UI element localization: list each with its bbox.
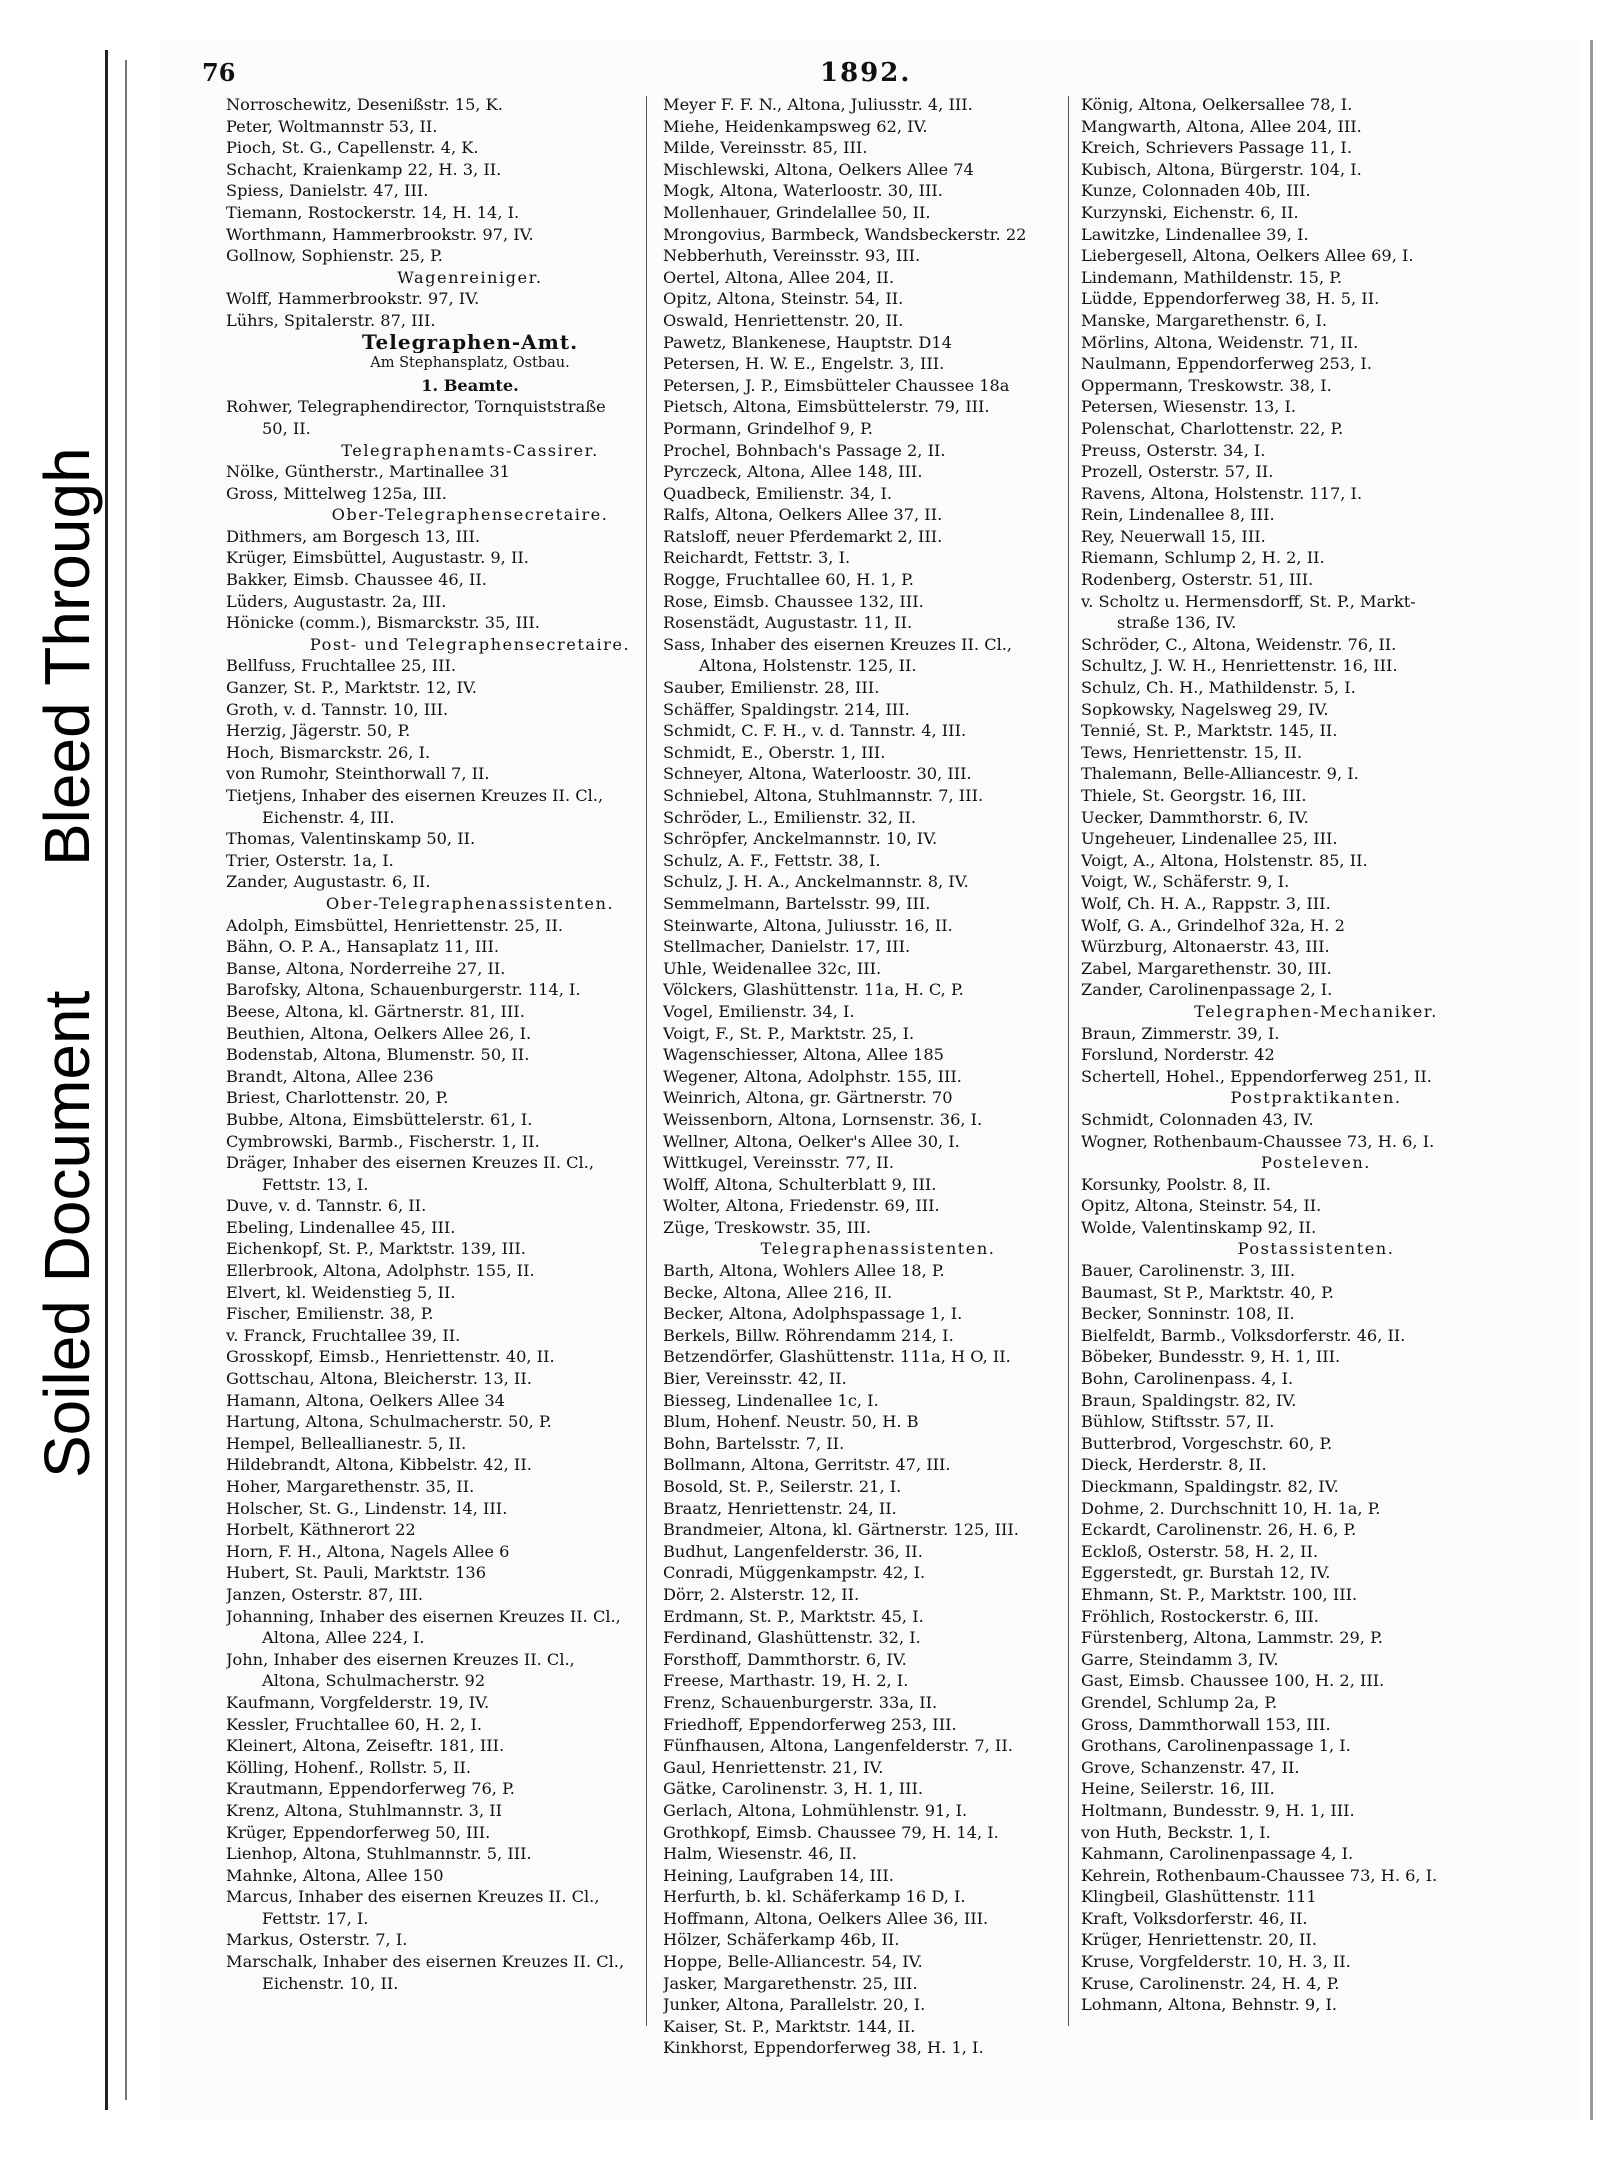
directory-entry: Adolph, Eimsbüttel, Henriettenstr. 25, II. xyxy=(226,915,564,935)
directory-entry: Friedhoff, Eppendorferweg 253, III. xyxy=(663,1714,957,1734)
directory-column-2 xyxy=(663,94,1093,2059)
directory-entry: Banse, Altona, Norderreihe 27, II. xyxy=(226,958,506,978)
directory-entry: Quadbeck, Emilienstr. 34, I. xyxy=(663,483,893,503)
directory-entry: Zander, Carolinenpassage 2, I. xyxy=(1081,980,1333,1000)
directory-entry: Mahnke, Altona, Allee 150 xyxy=(226,1865,444,1885)
directory-entry: Bähn, O. P. A., Hansaplatz 11, III. xyxy=(226,937,500,957)
directory-entry: König, Altona, Oelkersallee 78, I. xyxy=(1081,95,1353,114)
directory-entry: Thomas, Valentinskamp 50, II. xyxy=(226,829,476,849)
directory-entry: Kurzynski, Eichenstr. 6, II. xyxy=(1081,202,1299,222)
directory-entry: Wolter, Altona, Friedenstr. 69, III. xyxy=(663,1196,940,1216)
directory-entry: Garre, Steindamm 3, IV. xyxy=(1081,1649,1279,1669)
directory-entry: Dörr, 2. Alsterstr. 12, II. xyxy=(663,1584,860,1604)
directory-entry: Sopkowsky, Nagelsweg 29, IV. xyxy=(1081,699,1329,719)
page-number: 76 xyxy=(202,58,236,87)
directory-entry: Wolff, Hammerbrookstr. 97, IV. xyxy=(226,289,480,309)
directory-entry: Steinwarte, Altona, Juliusstr. 16, II. xyxy=(663,915,953,935)
directory-entry: Voigt, F., St. P., Marktstr. 25, I. xyxy=(663,1023,915,1043)
binding-edge-inner xyxy=(125,60,127,2100)
directory-entry: Pioch, St. G., Capellenstr. 4, K. xyxy=(226,138,479,158)
directory-entry: Rose, Eimsb. Chaussee 132, III. xyxy=(663,591,924,611)
document-page xyxy=(160,40,1580,2120)
directory-entry: Kraft, Volksdorferstr. 46, II. xyxy=(1081,1908,1308,1928)
directory-entry: Tews, Henriettenstr. 15, II. xyxy=(1081,742,1303,762)
directory-entry: Rohwer, Telegraphendirector, Tornquiststraße xyxy=(226,397,606,417)
directory-entry: Kleinert, Altona, Zeiseftr. 181, III. xyxy=(226,1736,505,1756)
directory-entry: Liebergesell, Altona, Oelkers Allee 69, I. xyxy=(1081,246,1414,266)
directory-entry: Becker, Sonninstr. 108, II. xyxy=(1081,1304,1295,1324)
directory-entry: Gast, Eimsb. Chaussee 100, H. 2, III. xyxy=(1081,1671,1385,1691)
directory-entry: Opitz, Altona, Steinstr. 54, II. xyxy=(663,289,904,309)
directory-entry: Rogge, Fruchtallee 60, H. 1, P. xyxy=(663,570,914,590)
directory-entry: Braatz, Henriettenstr. 24, II. xyxy=(663,1498,897,1518)
directory-entry: Dieck, Herderstr. 8, II. xyxy=(1081,1455,1267,1475)
directory-entry: Johanning, Inhaber des eisernen Kreuzes II. Cl., xyxy=(226,1606,621,1626)
directory-entry: Krautmann, Eppendorferweg 76, P. xyxy=(226,1779,515,1799)
directory-entry: Beese, Altona, kl. Gärtnerstr. 81, III. xyxy=(226,1001,525,1021)
directory-entry: Schacht, Kraienkamp 22, H. 3, II. xyxy=(226,159,502,179)
directory-entry: Gross, Mittelweg 125a, III. xyxy=(226,483,447,503)
directory-entry: Bauer, Carolinenstr. 3, III. xyxy=(1081,1261,1296,1281)
directory-entry: Lohmann, Altona, Behnstr. 9, I. xyxy=(1081,1995,1338,2015)
directory-entry: Kunze, Colonnaden 40b, III. xyxy=(1081,181,1311,201)
directory-entry: straße 136, IV. xyxy=(1117,613,1237,633)
directory-entry: Mörlins, Altona, Weidenstr. 71, II. xyxy=(1081,332,1359,352)
directory-entry: Altona, Allee 224, I. xyxy=(262,1628,425,1648)
directory-entry: Schneyer, Altona, Waterloostr. 30, III. xyxy=(663,764,972,784)
directory-entry: Fröhlich, Rostockerstr. 6, III. xyxy=(1081,1606,1319,1626)
section-heading: Ober-Telegraphensecretaire. xyxy=(331,505,609,525)
directory-entry: Bühlow, Stiftsstr. 57, II. xyxy=(1081,1412,1275,1432)
directory-entry: Reichardt, Fettstr. 3, I. xyxy=(663,548,851,568)
directory-entry: Wellner, Altona, Oelker's Allee 30, I. xyxy=(663,1131,960,1151)
directory-entry: Brandmeier, Altona, kl. Gärtnerstr. 125, III. xyxy=(663,1520,1019,1540)
directory-entry: Trier, Osterstr. 1a, I. xyxy=(226,850,394,870)
page-year: 1892. xyxy=(820,58,912,88)
directory-entry: Mogk, Altona, Waterloostr. 30, III. xyxy=(663,181,943,201)
directory-entry: Worthmann, Hammerbrookstr. 97, IV. xyxy=(226,224,534,244)
directory-entry: Gaul, Henriettenstr. 21, IV. xyxy=(663,1757,884,1777)
directory-entry: Markus, Osterstr. 7, I. xyxy=(226,1930,408,1950)
directory-entry: Sauber, Emilienstr. 28, III. xyxy=(663,678,880,698)
directory-entry: Becker, Altona, Adolphspassage 1, I. xyxy=(663,1304,963,1324)
directory-entry: Kruse, Vorgfelderstr. 10, H. 3, II. xyxy=(1081,1952,1351,1972)
directory-entry: Krüger, Eimsbüttel, Augustastr. 9, II. xyxy=(226,548,529,568)
directory-entry: Butterbrod, Vorgeschstr. 60, P. xyxy=(1081,1433,1333,1453)
directory-entry: Voigt, W., Schäferstr. 9, I. xyxy=(1081,872,1290,892)
directory-entry: Korsunky, Poolstr. 8, II. xyxy=(1081,1174,1271,1194)
directory-entry: Petersen, Wiesenstr. 13, I. xyxy=(1081,397,1297,417)
directory-entry: Kaiser, St. P., Marktstr. 144, II. xyxy=(663,2016,916,2036)
directory-entry: Hoher, Margarethenstr. 35, II. xyxy=(226,1477,475,1496)
directory-entry: Schröpfer, Anckelmannstr. 10, IV. xyxy=(663,829,938,849)
directory-entry: Schmidt, Colonnaden 43, IV. xyxy=(1081,1109,1314,1129)
directory-entry: Bielfeldt, Barmb., Volksdorferstr. 46, II. xyxy=(1081,1325,1406,1345)
directory-entry: Rodenberg, Osterstr. 51, III. xyxy=(1081,570,1314,590)
directory-entry: Schniebel, Altona, Stuhlmannstr. 7, III. xyxy=(663,786,984,805)
directory-entry: Prozell, Osterstr. 57, II. xyxy=(1081,462,1274,482)
section-heading: Post- und Telegraphensecretaire. xyxy=(309,634,631,654)
directory-entry: Thalemann, Belle-Alliancestr. 9, I. xyxy=(1081,764,1359,784)
directory-entry: Stellmacher, Danielstr. 17, III. xyxy=(663,937,911,957)
directory-entry: Vogel, Emilienstr. 34, I. xyxy=(663,1001,855,1021)
directory-entry: Rosenstädt, Augustastr. 11, II. xyxy=(663,613,913,633)
directory-entry: Kreich, Schrievers Passage 11, I. xyxy=(1081,138,1352,158)
directory-entry: Schröder, C., Altona, Weidenstr. 76, II. xyxy=(1081,634,1397,654)
directory-entry: Lienhop, Altona, Stuhlmannstr. 5, III. xyxy=(226,1844,532,1864)
directory-entry: Lawitzke, Lindenallee 39, I. xyxy=(1081,224,1309,244)
directory-entry: Bollmann, Altona, Gerritstr. 47, III. xyxy=(663,1455,951,1475)
directory-entry: Blum, Hohenf. Neustr. 50, H. B xyxy=(663,1412,919,1432)
directory-entry: Kruse, Carolinenstr. 24, H. 4, P. xyxy=(1081,1973,1340,1993)
directory-entry: Fürstenberg, Altona, Lammstr. 29, P. xyxy=(1081,1628,1383,1648)
directory-entry: Tietjens, Inhaber des eisernen Kreuzes II. Cl., xyxy=(226,786,604,805)
directory-entry: Baumast, St P., Marktstr. 40, P. xyxy=(1081,1282,1334,1302)
directory-entry: Kölling, Hohenf., Rollstr. 5, II. xyxy=(226,1757,472,1777)
directory-entry: von Rumohr, Steinthorwall 7, II. xyxy=(226,764,490,784)
directory-entry: Lindemann, Mathildenstr. 15, P. xyxy=(1081,267,1343,287)
directory-entry: Wagenschiesser, Altona, Allee 185 xyxy=(663,1045,944,1065)
directory-entry: Wogner, Rothenbaum-Chaussee 73, H. 6, I. xyxy=(1081,1131,1435,1151)
bleed-through-label: Bleed Through xyxy=(31,447,103,866)
binding-edge xyxy=(105,50,108,2110)
directory-entry: Petersen, H. W. E., Engelstr. 3, III. xyxy=(663,354,945,374)
directory-entry: Bellfuss, Fruchtallee 25, III. xyxy=(226,656,457,676)
directory-entry: Becke, Altona, Allee 216, II. xyxy=(663,1282,893,1302)
directory-entry: Schröder, L., Emilienstr. 32, II. xyxy=(663,807,917,827)
directory-entry: Mischlewski, Altona, Oelkers Allee 74 xyxy=(663,159,974,179)
directory-entry: Oswald, Henriettenstr. 20, II. xyxy=(663,310,904,330)
soiled-document-label: Soiled Document xyxy=(31,990,103,1478)
directory-entry: Wolde, Valentinskamp 92, II. xyxy=(1081,1217,1317,1237)
directory-entry: Janzen, Osterstr. 87, III. xyxy=(226,1584,424,1604)
directory-entry: Eichenstr. 4, III. xyxy=(262,807,395,827)
directory-entry: Wittkugel, Vereinsstr. 77, II. xyxy=(663,1153,895,1173)
directory-entry: Petersen, J. P., Eimsbütteler Chaussee 18a xyxy=(663,375,1010,395)
directory-entry: Spiess, Danielstr. 47, III. xyxy=(226,181,429,201)
directory-entry: Kinkhorst, Eppendorferweg 38, H. 1, I. xyxy=(663,2038,984,2058)
section-heading: Telegraphenassistenten. xyxy=(760,1239,996,1259)
directory-entry: Elvert, kl. Weidenstieg 5, II. xyxy=(226,1282,456,1302)
directory-entry: Lührs, Spitalerstr. 87, III. xyxy=(226,310,436,330)
directory-entry: Bakker, Eimsb. Chaussee 46, II. xyxy=(226,570,487,590)
directory-entry: Bohn, Carolinenpass. 4, I. xyxy=(1081,1369,1294,1389)
directory-entry: Sass, Inhaber des eisernen Kreuzes II. Cl., xyxy=(663,634,1013,654)
directory-entry: Riemann, Schlump 2, H. 2, II. xyxy=(1081,548,1325,568)
section-heading: Telegraphenamts-Cassirer. xyxy=(341,440,599,460)
directory-entry: Eichenstr. 10, II. xyxy=(262,1973,399,1993)
directory-entry: Naulmann, Eppendorferweg 253, I. xyxy=(1081,354,1372,374)
directory-entry: Horn, F. H., Altona, Nagels Allee 6 xyxy=(226,1541,510,1561)
directory-entry: Altona, Holstenstr. 125, II. xyxy=(699,656,917,676)
directory-entry: Nebberhuth, Vereinsstr. 93, III. xyxy=(663,246,921,266)
directory-entry: Dieckmann, Spaldingstr. 82, IV. xyxy=(1081,1477,1339,1496)
directory-entry: Kahmann, Carolinenpassage 4, I. xyxy=(1081,1844,1354,1864)
directory-entry: Opitz, Altona, Steinstr. 54, II. xyxy=(1081,1196,1322,1216)
directory-entry: Grothans, Carolinenpassage 1, I. xyxy=(1081,1736,1351,1756)
directory-entry: Tennié, St. P., Marktstr. 145, II. xyxy=(1081,721,1338,741)
directory-entry: Schmidt, C. F. H., v. d. Tannstr. 4, III. xyxy=(663,721,967,741)
section-heading: 1. Beamte. xyxy=(421,375,519,395)
directory-entry: Weinrich, Altona, gr. Gärtnerstr. 70 xyxy=(663,1088,953,1108)
directory-entry: Pormann, Grindelhof 9, P. xyxy=(663,418,873,438)
directory-entry: Freese, Marthastr. 19, H. 2, I. xyxy=(663,1671,909,1691)
directory-entry: John, Inhaber des eisernen Kreuzes II. Cl., xyxy=(226,1649,575,1669)
directory-entry: Fünfhausen, Altona, Langenfelderstr. 7, II. xyxy=(663,1736,1013,1756)
directory-entry: Ravens, Altona, Holstenstr. 117, I. xyxy=(1081,483,1363,503)
directory-entry: Hoffmann, Altona, Oelkers Allee 36, III. xyxy=(663,1908,989,1928)
directory-entry: Duve, v. d. Tannstr. 6, II. xyxy=(226,1196,427,1216)
directory-column-1 xyxy=(226,94,714,1994)
directory-entry: Bodenstab, Altona, Blumenstr. 50, II. xyxy=(226,1045,530,1065)
directory-entry: Heining, Laufgraben 14, III. xyxy=(663,1865,894,1885)
directory-entry: Lüders, Augustastr. 2a, III. xyxy=(226,591,447,611)
directory-entry: Oertel, Altona, Allee 204, II. xyxy=(663,267,895,287)
directory-entry: Krenz, Altona, Stuhlmannstr. 3, II xyxy=(226,1800,503,1820)
directory-entry: Schulz, J. H. A., Anckelmannstr. 8, IV. xyxy=(663,872,969,892)
directory-entry: Hartung, Altona, Schulmacherstr. 50, P. xyxy=(226,1412,552,1432)
directory-entry: Wolf, G. A., Grindelhof 32a, H. 2 xyxy=(1081,915,1345,935)
directory-entry: Brandt, Altona, Allee 236 xyxy=(226,1066,434,1086)
directory-entry: Eckardt, Carolinenstr. 26, H. 6, P. xyxy=(1081,1520,1357,1540)
directory-entry: Meyer F. F. N., Altona, Juliusstr. 4, III. xyxy=(663,95,973,114)
directory-entry: Barofsky, Altona, Schauenburgerstr. 114, I. xyxy=(226,980,581,1000)
directory-entry: Grove, Schanzenstr. 47, II. xyxy=(1081,1757,1300,1777)
directory-entry: Halm, Wiesenstr. 46, II. xyxy=(663,1844,857,1864)
directory-entry: Eggerstedt, gr. Burstah 12, IV. xyxy=(1081,1563,1331,1583)
directory-entry: Nölke, Güntherstr., Martinallee 31 xyxy=(226,462,510,482)
directory-entry: Hoch, Bismarckstr. 26, I. xyxy=(226,742,431,762)
directory-entry: Peter, Woltmannstr 53, II. xyxy=(226,116,438,136)
directory-entry: Völckers, Glashüttenstr. 11a, H. C, P. xyxy=(663,980,964,1000)
directory-entry: Ellerbrook, Altona, Adolphstr. 155, II. xyxy=(226,1261,535,1281)
page-edge xyxy=(1590,40,1593,2120)
directory-entry: Gross, Dammthorwall 153, III. xyxy=(1081,1714,1331,1734)
directory-entry: Thiele, St. Georgstr. 16, III. xyxy=(1081,786,1307,805)
directory-entry: v. Scholtz u. Hermensdorff, St. P., Markt- xyxy=(1081,591,1416,611)
directory-entry: Pyrczeck, Altona, Allee 148, III. xyxy=(663,462,923,482)
directory-entry: Ratsloff, neuer Pferdemarkt 2, III. xyxy=(663,526,943,546)
directory-entry: Fettstr. 17, I. xyxy=(262,1908,369,1928)
section-heading: Postassistenten. xyxy=(1237,1239,1395,1259)
directory-entry: Hubert, St. Pauli, Marktstr. 136 xyxy=(226,1563,487,1583)
directory-entry: Schmidt, E., Oberstr. 1, III. xyxy=(663,742,886,762)
directory-entry: Ralfs, Altona, Oelkers Allee 37, II. xyxy=(663,505,943,525)
directory-entry: Schertell, Hohel., Eppendorferweg 251, II. xyxy=(1081,1066,1432,1086)
directory-entry: Biesseg, Lindenallee 1c, I. xyxy=(663,1390,879,1410)
directory-entry: Mrongovius, Barmbeck, Wandsbeckerstr. 22 xyxy=(663,224,1027,244)
directory-entry: Zander, Augustastr. 6, II. xyxy=(226,872,431,892)
section-heading: Telegraphen-Mechaniker. xyxy=(1194,1001,1438,1021)
section-heading: Posteleven. xyxy=(1261,1153,1371,1173)
section-heading: Ober-Telegraphenassistenten. xyxy=(325,893,615,913)
directory-entry: Uhle, Weidenallee 32c, III. xyxy=(663,958,882,978)
directory-entry: Conradi, Müggenkampstr. 42, I. xyxy=(663,1563,926,1583)
section-heading: Postpraktikanten. xyxy=(1230,1088,1402,1108)
directory-entry: Holtmann, Bundesstr. 9, H. 1, III. xyxy=(1081,1800,1355,1820)
directory-entry: Rein, Lindenallee 8, III. xyxy=(1081,505,1275,525)
directory-entry: Kaufmann, Vorgfelderstr. 19, IV. xyxy=(226,1692,490,1712)
directory-entry: Jasker, Margarethenstr. 25, III. xyxy=(663,1973,918,1993)
directory-entry: Holscher, St. G., Lindenstr. 14, III. xyxy=(226,1498,508,1518)
directory-entry: Zabel, Margarethenstr. 30, III. xyxy=(1081,958,1332,978)
directory-entry: Schulz, Ch. H., Mathildenstr. 5, I. xyxy=(1081,678,1356,698)
directory-entry: Grothkopf, Eimsb. Chaussee 79, H. 14, I. xyxy=(663,1822,999,1842)
directory-entry: Fettstr. 13, I. xyxy=(262,1174,369,1194)
directory-entry: Hempel, Belleallianestr. 5, II. xyxy=(226,1433,467,1453)
directory-entry: Norroschewitz, Desenißstr. 15, K. xyxy=(226,95,503,114)
directory-entry: Dohme, 2. Durchschnitt 10, H. 1a, P. xyxy=(1081,1498,1381,1518)
directory-entry: Marcus, Inhaber des eisernen Kreuzes II. Cl., xyxy=(226,1887,600,1907)
directory-entry: Hölzer, Schäferkamp 46b, II. xyxy=(663,1930,900,1950)
directory-entry: Wolf, Ch. H. A., Rappstr. 3, III. xyxy=(1081,893,1331,913)
directory-entry: von Huth, Beckstr. 1, I. xyxy=(1081,1822,1271,1842)
directory-entry: Tiemann, Rostockerstr. 14, H. 14, I. xyxy=(226,202,520,222)
directory-entry: Schäffer, Spaldingstr. 214, III. xyxy=(663,699,910,719)
directory-entry: Pawetz, Blankenese, Hauptstr. D14 xyxy=(663,332,952,352)
directory-entry: Hoppe, Belle-Alliancestr. 54, IV. xyxy=(663,1952,923,1972)
directory-entry: Cymbrowski, Barmb., Fischerstr. 1, II. xyxy=(226,1131,540,1151)
directory-entry: Weissenborn, Altona, Lornsenstr. 36, I. xyxy=(663,1109,983,1129)
directory-entry: Grosskopf, Eimsb., Henriettenstr. 40, II. xyxy=(226,1347,555,1367)
directory-entry: Mangwarth, Altona, Allee 204, III. xyxy=(1081,116,1362,136)
directory-entry: Hönicke (comm.), Bismarckstr. 35, III. xyxy=(226,613,540,633)
directory-entry: Junker, Altona, Parallelstr. 20, I. xyxy=(663,1995,926,2015)
directory-entry: Ebeling, Lindenallee 45, III. xyxy=(226,1217,456,1237)
directory-entry: Ehmann, St. P., Marktstr. 100, III. xyxy=(1081,1584,1358,1604)
directory-entry: Gollnow, Sophienstr. 25, P. xyxy=(226,246,443,266)
directory-entry: Altona, Schulmacherstr. 92 xyxy=(262,1671,486,1691)
directory-entry: Marschalk, Inhaber des eisernen Kreuzes II. Cl., xyxy=(226,1952,625,1972)
directory-column-3 xyxy=(1081,94,1551,2016)
directory-entry: Frenz, Schauenburgerstr. 33a, II. xyxy=(663,1692,938,1712)
directory-entry: Milde, Vereinsstr. 85, III. xyxy=(663,138,868,158)
directory-entry: Wolff, Altona, Schulterblatt 9, III. xyxy=(663,1174,937,1194)
directory-entry: Forsthoff, Dammthorstr. 6, IV. xyxy=(663,1649,907,1669)
directory-entry: Erdmann, St. P., Marktstr. 45, I. xyxy=(663,1606,924,1626)
directory-entry: Hamann, Altona, Oelkers Allee 34 xyxy=(226,1390,505,1410)
directory-entry: Braun, Spaldingstr. 82, IV. xyxy=(1081,1390,1297,1410)
directory-entry: Fischer, Emilienstr. 38, P. xyxy=(226,1304,434,1324)
directory-entry: Preuss, Osterstr. 34, I. xyxy=(1081,440,1266,460)
directory-entry: Barth, Altona, Wohlers Allee 18, P. xyxy=(663,1261,945,1281)
directory-entry: Semmelmann, Bartelsstr. 99, III. xyxy=(663,893,931,913)
directory-entry: Bohn, Bartelsstr. 7, II. xyxy=(663,1433,845,1453)
directory-entry: Dithmers, am Borgesch 13, III. xyxy=(226,526,480,546)
directory-entry: Oppermann, Treskowstr. 38, I. xyxy=(1081,375,1332,395)
directory-entry: Kehrein, Rothenbaum-Chaussee 73, H. 6, I. xyxy=(1081,1865,1438,1885)
directory-entry: Beuthien, Altona, Oelkers Allee 26, I. xyxy=(226,1023,532,1043)
directory-entry: Bosold, St. P., Seilerstr. 21, I. xyxy=(663,1477,902,1496)
directory-entry: Gottschau, Altona, Bleicherstr. 13, II. xyxy=(226,1369,532,1389)
directory-entry: Wegener, Altona, Adolphstr. 155, III. xyxy=(663,1066,962,1086)
directory-entry: Bier, Vereinsstr. 42, II. xyxy=(663,1369,847,1389)
directory-entry: Schulz, A. F., Fettstr. 38, I. xyxy=(663,850,881,870)
directory-entry: Herfurth, b. kl. Schäferkamp 16 D, I. xyxy=(663,1887,966,1907)
directory-entry: Mollenhauer, Grindelallee 50, II. xyxy=(663,202,931,222)
section-heading: Telegraphen-Amt. xyxy=(361,331,579,354)
directory-entry: Bubbe, Altona, Eimsbüttelerstr. 61, I. xyxy=(226,1109,533,1129)
directory-entry: Krüger, Eppendorferweg 50, III. xyxy=(226,1822,491,1842)
directory-entry: Polenschat, Charlottenstr. 22, P. xyxy=(1081,418,1344,438)
directory-entry: Rey, Neuerwall 15, III. xyxy=(1081,526,1266,546)
directory-entry: Manske, Margarethenstr. 6, I. xyxy=(1081,310,1328,330)
directory-entry: Ungeheuer, Lindenallee 25, III. xyxy=(1081,829,1338,849)
directory-entry: Ganzer, St. P., Marktstr. 12, IV. xyxy=(226,678,477,698)
directory-entry: Hildebrandt, Altona, Kibbelstr. 42, II. xyxy=(226,1455,532,1475)
directory-entry: Lüdde, Eppendorferweg 38, H. 5, II. xyxy=(1081,289,1380,309)
directory-entry: Züge, Treskowstr. 35, III. xyxy=(663,1217,872,1237)
directory-entry: Kessler, Fruchtallee 60, H. 2, I. xyxy=(226,1714,482,1734)
directory-entry: Briest, Charlottenstr. 20, P. xyxy=(226,1088,449,1108)
directory-entry: Gätke, Carolinenstr. 3, H. 1, III. xyxy=(663,1779,924,1799)
directory-entry: 50, II. xyxy=(262,418,311,438)
directory-entry: Gerlach, Altona, Lohmühlenstr. 91, I. xyxy=(663,1800,968,1820)
directory-entry: Forslund, Norderstr. 42 xyxy=(1081,1045,1275,1065)
directory-entry: Eichenkopf, St. P., Marktstr. 139, III. xyxy=(226,1239,526,1259)
directory-entry: Kubisch, Altona, Bürgerstr. 104, I. xyxy=(1081,159,1362,179)
side-label-strip xyxy=(0,0,105,2177)
directory-entry: Prochel, Bohnbach's Passage 2, II. xyxy=(663,440,946,460)
directory-entry: Braun, Zimmerstr. 39, I. xyxy=(1081,1023,1280,1043)
directory-entry: Voigt, A., Altona, Holstenstr. 85, II. xyxy=(1081,850,1368,870)
section-heading: Wagenreiniger. xyxy=(397,267,543,287)
directory-entry: Krüger, Henriettenstr. 20, II. xyxy=(1081,1930,1317,1950)
directory-entry: Groth, v. d. Tannstr. 10, III. xyxy=(226,699,449,719)
directory-entry: Horbelt, Käthnerort 22 xyxy=(226,1520,416,1540)
directory-entry: Pietsch, Altona, Eimsbüttelerstr. 79, III. xyxy=(663,397,990,417)
directory-entry: Heine, Seilerstr. 16, III. xyxy=(1081,1779,1275,1799)
directory-entry: Klingbeil, Glashüttenstr. 111 xyxy=(1081,1887,1317,1907)
directory-entry: Betzendörfer, Glashüttenstr. 111a, H O, II. xyxy=(663,1347,1011,1367)
directory-entry: Eckloß, Osterstr. 58, H. 2, II. xyxy=(1081,1541,1319,1561)
directory-entry: Herzig, Jägerstr. 50, P. xyxy=(226,721,411,741)
directory-entry: Böbeker, Bundesstr. 9, H. 1, III. xyxy=(1081,1347,1341,1367)
directory-entry: Budhut, Langenfelderstr. 36, II. xyxy=(663,1541,923,1561)
directory-entry: Miehe, Heidenkampsweg 62, IV. xyxy=(663,116,928,136)
directory-entry: Uecker, Dammthorstr. 6, IV. xyxy=(1081,807,1309,827)
directory-entry: Grendel, Schlump 2a, P. xyxy=(1081,1692,1278,1712)
directory-entry: Dräger, Inhaber des eisernen Kreuzes II. Cl., xyxy=(226,1153,594,1173)
directory-entry: Berkels, Billw. Röhrendamm 214, I. xyxy=(663,1325,954,1345)
directory-entry: Würzburg, Altonaerstr. 43, III. xyxy=(1081,937,1330,957)
section-heading: Am Stephansplatz, Ostbau. xyxy=(370,355,570,372)
directory-entry: v. Franck, Fruchtallee 39, II. xyxy=(226,1325,461,1345)
directory-entry: Schultz, J. W. H., Henriettenstr. 16, III. xyxy=(1081,656,1398,676)
directory-entry: Ferdinand, Glashüttenstr. 32, I. xyxy=(663,1628,921,1648)
